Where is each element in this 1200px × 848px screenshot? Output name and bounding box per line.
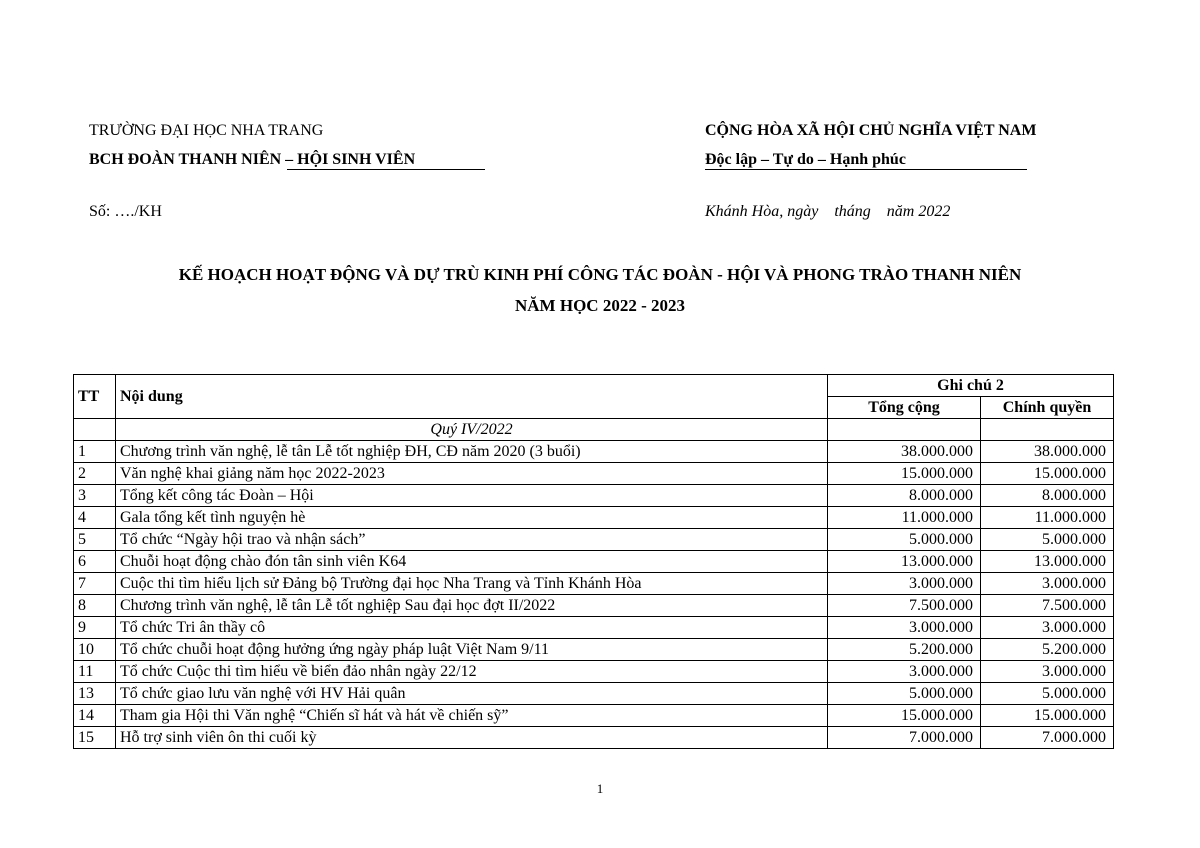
table-row xyxy=(74,441,1114,463)
header-government: Chính quyền xyxy=(981,397,1114,419)
row-government: 8.000.000 xyxy=(981,485,1114,507)
row-content: Tổ chức Tri ân thầy cô xyxy=(116,617,828,639)
row-total: 5.000.000 xyxy=(828,529,981,551)
row-government: 7.000.000 xyxy=(981,727,1114,749)
row-government: 7.500.000 xyxy=(981,595,1114,617)
row-number: 4 xyxy=(74,507,116,529)
row-content: Gala tổng kết tình nguyện hè xyxy=(116,507,828,529)
row-total: 15.000.000 xyxy=(828,705,981,727)
row-total: 8.000.000 xyxy=(828,485,981,507)
row-number: 9 xyxy=(74,617,116,639)
row-total: 5.000.000 xyxy=(828,683,981,705)
table-row xyxy=(74,573,1114,595)
header-content: Nội dung xyxy=(116,375,828,419)
document-title-line1: KẾ HOẠCH HOẠT ĐỘNG VÀ DỰ TRÙ KINH PHÍ CÔNG TÁC ĐOÀN - HỘI VÀ PHONG TRÀO THANH NIÊN xyxy=(178,265,1022,284)
table-row xyxy=(74,529,1114,551)
row-content: Tổ chức chuỗi hoạt động hưởng ứng ngày pháp luật Việt Nam 9/11 xyxy=(116,639,828,661)
row-government: 5.200.000 xyxy=(981,639,1114,661)
row-number: 5 xyxy=(74,529,116,551)
motto-underline xyxy=(705,169,1027,170)
row-content: Chương trình văn nghệ, lễ tân Lễ tốt nghiệp Sau đại học đợt II/2022 xyxy=(116,595,828,617)
quarter-row xyxy=(74,419,1114,441)
row-number: 8 xyxy=(74,595,116,617)
row-number: 7 xyxy=(74,573,116,595)
row-content: Văn nghệ khai giảng năm học 2022-2023 xyxy=(116,463,828,485)
row-content: Chuỗi hoạt động chào đón tân sinh viên K64 xyxy=(116,551,828,573)
header-note-group: Ghi chú 2 xyxy=(828,375,1114,397)
row-total: 7.000.000 xyxy=(828,727,981,749)
row-number: 1 xyxy=(74,441,116,463)
table-row xyxy=(74,617,1114,639)
row-government: 11.000.000 xyxy=(981,507,1114,529)
row-number: 3 xyxy=(74,485,116,507)
row-content: Tham gia Hội thi Văn nghệ “Chiến sĩ hát và hát về chiến sỹ” xyxy=(116,705,828,727)
row-government: 3.000.000 xyxy=(981,573,1114,595)
quarter-gov-cell xyxy=(981,419,1114,441)
union-name: BCH ĐOÀN THANH NIÊN – HỘI SINH VIÊN xyxy=(89,151,416,168)
row-content: Chương trình văn nghệ, lễ tân Lễ tốt nghiệp ĐH, CĐ năm 2020 (3 buổi) xyxy=(116,441,828,463)
place-date: Khánh Hòa, ngày tháng năm 2022 xyxy=(705,203,951,220)
header-total: Tổng cộng xyxy=(828,397,981,419)
row-number: 11 xyxy=(74,661,116,683)
table-row xyxy=(74,639,1114,661)
row-content: Tổ chức “Ngày hội trao và nhận sách” xyxy=(116,529,828,551)
row-total: 15.000.000 xyxy=(828,463,981,485)
row-government: 5.000.000 xyxy=(981,529,1114,551)
document-number: Số: …./KH xyxy=(89,203,162,220)
table-row xyxy=(74,595,1114,617)
republic-name: CỘNG HÒA XÃ HỘI CHỦ NGHĨA VIỆT NAM xyxy=(705,122,1037,139)
document-title-line2: NĂM HỌC 2022 - 2023 xyxy=(515,296,685,315)
table-row xyxy=(74,485,1114,507)
table-row xyxy=(74,661,1114,683)
row-number: 13 xyxy=(74,683,116,705)
row-government: 15.000.000 xyxy=(981,463,1114,485)
table-row xyxy=(74,507,1114,529)
quarter-label: Quý IV/2022 xyxy=(116,419,828,441)
row-content: Hỗ trợ sinh viên ôn thi cuối kỳ xyxy=(116,727,828,749)
row-government: 38.000.000 xyxy=(981,441,1114,463)
row-government: 13.000.000 xyxy=(981,551,1114,573)
row-government: 15.000.000 xyxy=(981,705,1114,727)
row-number: 2 xyxy=(74,463,116,485)
row-number: 10 xyxy=(74,639,116,661)
quarter-total-cell xyxy=(828,419,981,441)
header-tt: TT xyxy=(74,375,116,419)
row-total: 38.000.000 xyxy=(828,441,981,463)
table-row xyxy=(74,551,1114,573)
row-government: 3.000.000 xyxy=(981,661,1114,683)
table-row xyxy=(74,683,1114,705)
table-row xyxy=(74,705,1114,727)
row-number: 15 xyxy=(74,727,116,749)
quarter-tt-cell xyxy=(74,419,116,441)
row-content: Tổ chức Cuộc thi tìm hiểu về biển đảo nhân ngày 22/12 xyxy=(116,661,828,683)
row-total: 7.500.000 xyxy=(828,595,981,617)
page-number: 1 xyxy=(596,781,604,796)
budget-table xyxy=(73,374,1114,749)
row-content: Cuộc thi tìm hiểu lịch sử Đảng bộ Trường đại học Nha Trang và Tỉnh Khánh Hòa xyxy=(116,573,828,595)
row-total: 3.000.000 xyxy=(828,661,981,683)
row-government: 3.000.000 xyxy=(981,617,1114,639)
union-name-underline xyxy=(287,169,485,170)
row-total: 3.000.000 xyxy=(828,573,981,595)
table-row xyxy=(74,463,1114,485)
row-number: 6 xyxy=(74,551,116,573)
table-row xyxy=(74,727,1114,749)
row-number: 14 xyxy=(74,705,116,727)
row-total: 13.000.000 xyxy=(828,551,981,573)
row-total: 11.000.000 xyxy=(828,507,981,529)
row-government: 5.000.000 xyxy=(981,683,1114,705)
school-name: TRƯỜNG ĐẠI HỌC NHA TRANG xyxy=(89,122,324,139)
row-content: Tổ chức giao lưu văn nghệ với HV Hải quân xyxy=(116,683,828,705)
row-content: Tổng kết công tác Đoàn – Hội xyxy=(116,485,828,507)
motto: Độc lập – Tự do – Hạnh phúc xyxy=(705,151,906,168)
row-total: 3.000.000 xyxy=(828,617,981,639)
row-total: 5.200.000 xyxy=(828,639,981,661)
